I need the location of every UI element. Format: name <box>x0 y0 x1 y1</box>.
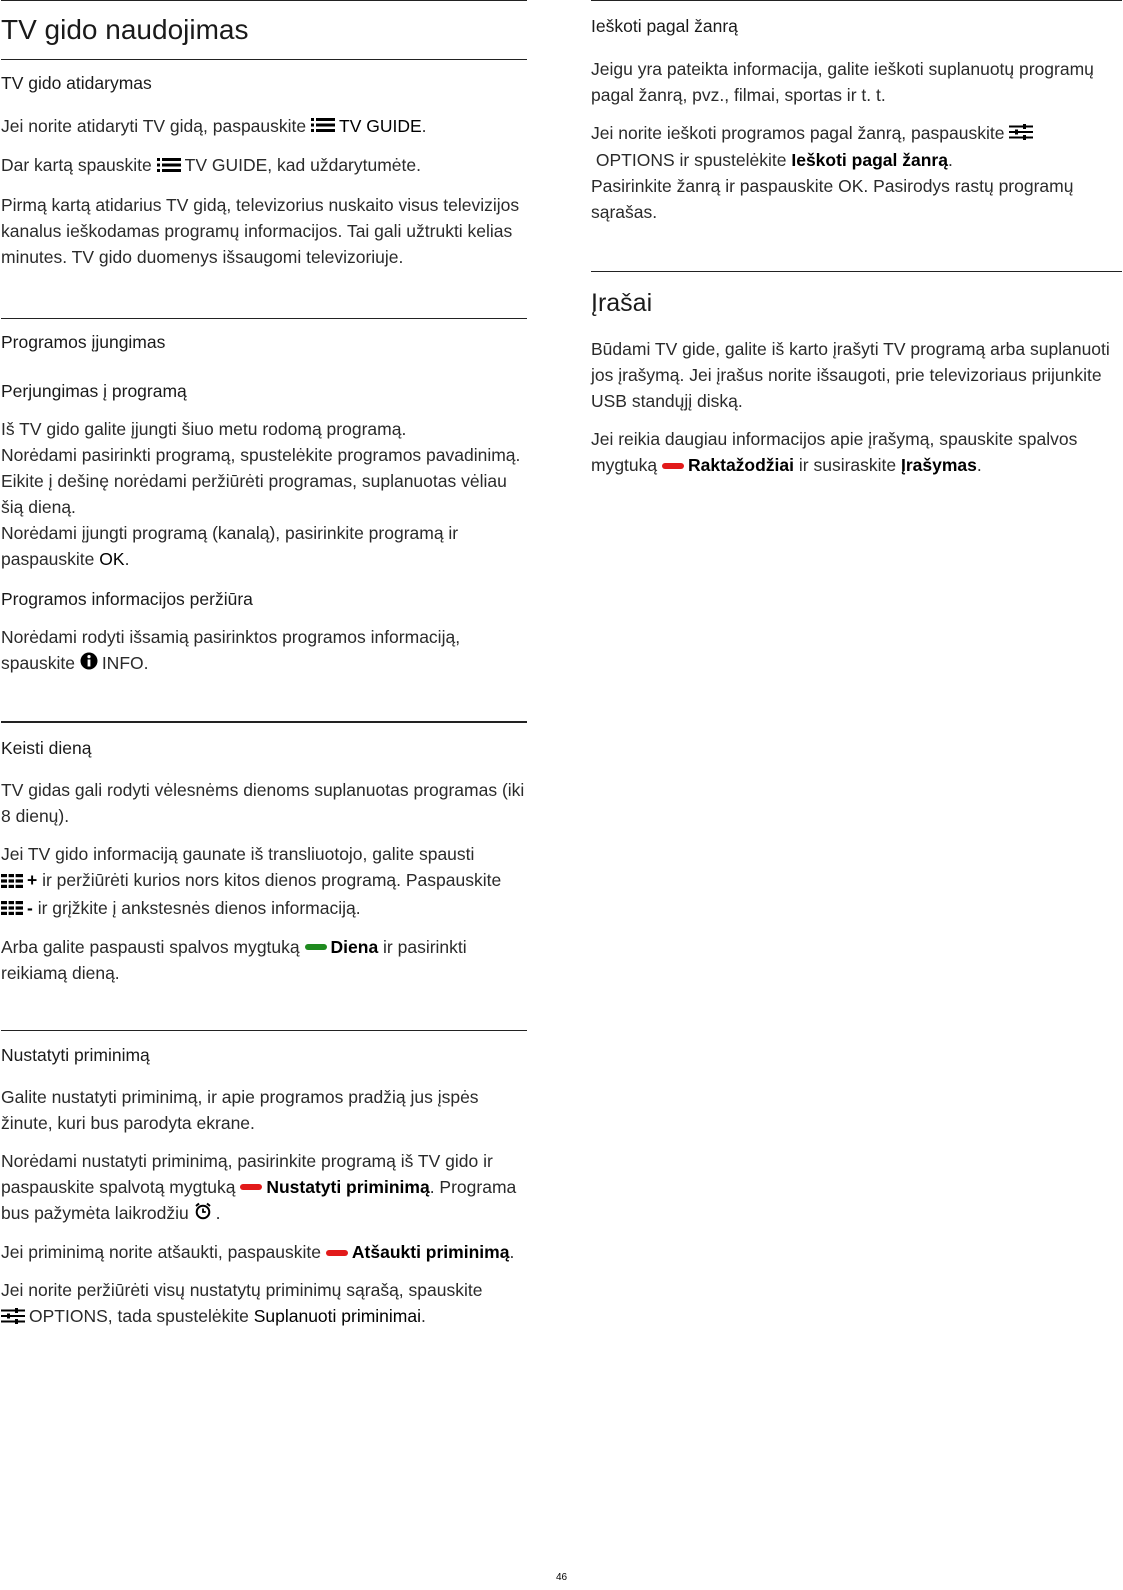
paragraph: Norėdami nustatyti priminimą, pasirinkite programą iš TV gido ir paspauskite spalvotą mygtuką Nustatyti priminimą. Programa bus pažymėta laikrodžiu . <box>1 1148 527 1227</box>
paragraph: Jei norite peržiūrėti visų nustatytų priminimų sąrašą, spauskite OPTIONS, tada spustelėkite Suplanuoti priminimai. <box>1 1277 527 1330</box>
paragraph: Jei priminimą norite atšaukti, paspauskite Atšaukti priminimą. <box>1 1242 515 1263</box>
tv-guide-icon <box>157 154 181 180</box>
subheading-program-info: Programos informacijos peržiūra <box>1 588 253 609</box>
right-column <box>591 0 1122 478</box>
left-column <box>1 0 527 1331</box>
page-title: TV gido naudojimas <box>1 14 249 45</box>
section-heading-reminder: Nustatyti priminimą <box>1 1044 150 1065</box>
section-heading-open-guide: TV gido atidarymas <box>1 73 152 93</box>
green-key-icon <box>305 944 327 950</box>
section-heading-genre: Ieškoti pagal žanrą <box>591 16 738 36</box>
section-heading-recordings: Įrašai <box>591 289 653 318</box>
paragraph: Jei norite ieškoti programos pagal žanrą, paspauskite OPTIONS ir spustelėkite Ieškoti pagal žanrą. Pasirinkite žanrą ir paspauskite OK. Pasirodys rastų programų sąrašas. <box>591 123 1074 223</box>
paragraph: Galite nustatyti priminimą, ir apie programos pradžią jus įspės žinute, kuri bus parodyta ekrane. <box>1 1086 479 1133</box>
list-icon <box>1 896 23 922</box>
list-icon <box>1 869 23 895</box>
red-key-icon <box>662 463 684 469</box>
info-icon <box>80 651 98 677</box>
page-number: 46 <box>555 1572 568 1583</box>
subheading-switch-program: Perjungimas į programą <box>1 380 187 401</box>
red-key-icon <box>326 1250 348 1256</box>
tv-guide-icon <box>311 114 335 140</box>
paragraph: Pirmą kartą atidarius TV gidą, televizorius nuskaito visus televizijos kanalus ieškodamas programų informacijos. Tai gali užtrukti kelias minutes. TV gido duomenys išsaugomi televizoriuje. <box>1 194 520 267</box>
paragraph: Jei reikia daugiau informacijos apie įrašymą, spauskite spalvos mygtuką Raktažodžiai ir susiraskite Įrašymas. <box>591 429 1078 476</box>
section-heading-switch: Programos įjungimas <box>1 331 166 352</box>
red-key-icon <box>240 1184 262 1190</box>
paragraph: TV gidas gali rodyti vėlesnėms dienoms suplanuotas programas (iki 8 dienų). <box>1 780 525 827</box>
paragraph: Dar kartą spauskite TV GUIDE, kad uždarytumėte. <box>1 152 527 179</box>
paragraph: Arba galite paspausti spalvos mygtuką Diena ir pasirinkti reikiamą dieną. <box>1 936 467 983</box>
paragraph: Jeigu yra pateikta informacija, galite ieškoti suplanuotų programų pagal žanrą, pvz., filmai, sportas ir t. t. <box>591 59 1094 105</box>
alarm-clock-icon <box>194 1201 212 1227</box>
paragraph: Jei norite atidaryti TV gidą, paspauskite TV GUIDE. <box>1 113 527 140</box>
paragraph: Būdami TV gide, galite iš karto įrašyti TV programą arba suplanuoti jos įrašymą. Jei įrašus norite išsaugoti, prie televizoriaus prijunkite USB standųjį diską. <box>591 339 1110 412</box>
options-icon <box>1009 121 1033 147</box>
paragraph: Norėdami rodyti išsamią pasirinktos programos informaciją, spauskite INFO. <box>1 624 527 677</box>
paragraph: Iš TV gido galite įjungti šiuo metu rodomą programą. Norėdami pasirinkti programą, spustelėkite programos pavadinimą. Eikite į dešinę norėdami peržiūrėti programas, suplanuotas vėliau šią dieną. Norėdami įjungti programą (kanalą), pasirinkite programą ir paspauskite OK. <box>1 418 521 569</box>
paragraph: Jei TV gido informaciją gaunate iš transliuotojo, galite spausti + ir peržiūrėti kurios nors kitos dienos programą. Paspauskite - ir grįžkite į ankstesnės dienos informaciją. <box>1 841 527 922</box>
section-heading-change-day: Keisti dieną <box>1 738 92 759</box>
options-icon <box>1 1305 25 1331</box>
